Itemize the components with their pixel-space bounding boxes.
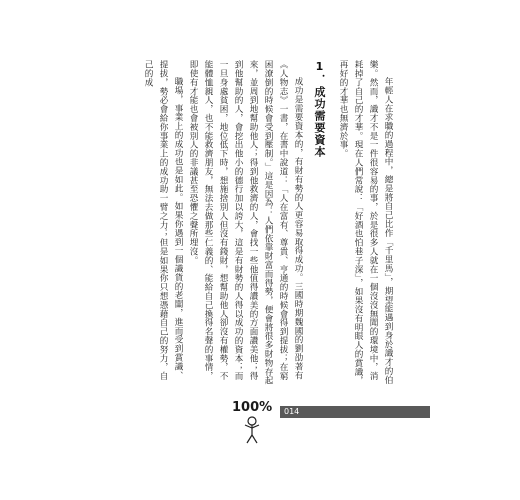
page-footer: [232, 400, 432, 444]
page-number-bar: [280, 406, 430, 418]
paragraph-capital: 成功是需要資本的，有財有勢的人更容易取得成功。三國時期魏國的劉劭著有《人物志》一書，在書中說道：「人在富有、尊貴、亨通的時候會得到提拔；在窮困潦倒的時候會受到壓制。」這是因為：人們依靠財富而得勢，便會將很多財物存起來，並周到地幫助他人；得到他救濟的人，會找一些他值得讚美的方面讚美他；得到他幫助的人，會挖出他小的德行加以誇大，這是有財勢的人得以成功的資本；而一旦身處貧困，地位低下時，想施捨別人但沒有錢財，想幫助他人卻沒有權勢，不能體恤親人，也不能救濟朋友，無法去做那些仁義的、能給自己換得名聲的事情，即使有才能也會被別人的非議甚至恐懼之聲所埋沒。: [188, 60, 303, 385]
book-page: [110, 60, 410, 440]
paragraph-intro: 年輕人在求職的過程中，總是將自己比作「千里馬」，期望能遇到身於識才的伯樂。然而，識才不是一件很容易的事，於是很多人就在一個沒沒無聞的環境中，消耗掉了自己的才華。現在人們常說：「好酒也怕巷子深」，如果沒有明眼人的賞識，再好的才華也無濟於事。: [338, 60, 393, 385]
mascot-figure-icon: [240, 416, 264, 444]
page-number: 014: [284, 407, 300, 416]
text-columns: [110, 60, 395, 385]
paragraph-workplace: 職場，事業上的成功也是如此。如果你遇到一個識貨的老闆，進而受到賞識、提拔，勢必會給你事業上的成功助一臂之力；但是如果你只想憑藉自己的努力，自己的成: [143, 60, 183, 381]
logo-100-percent: 100%: [232, 400, 273, 415]
section-heading: 1．成功需要資本: [313, 60, 326, 158]
